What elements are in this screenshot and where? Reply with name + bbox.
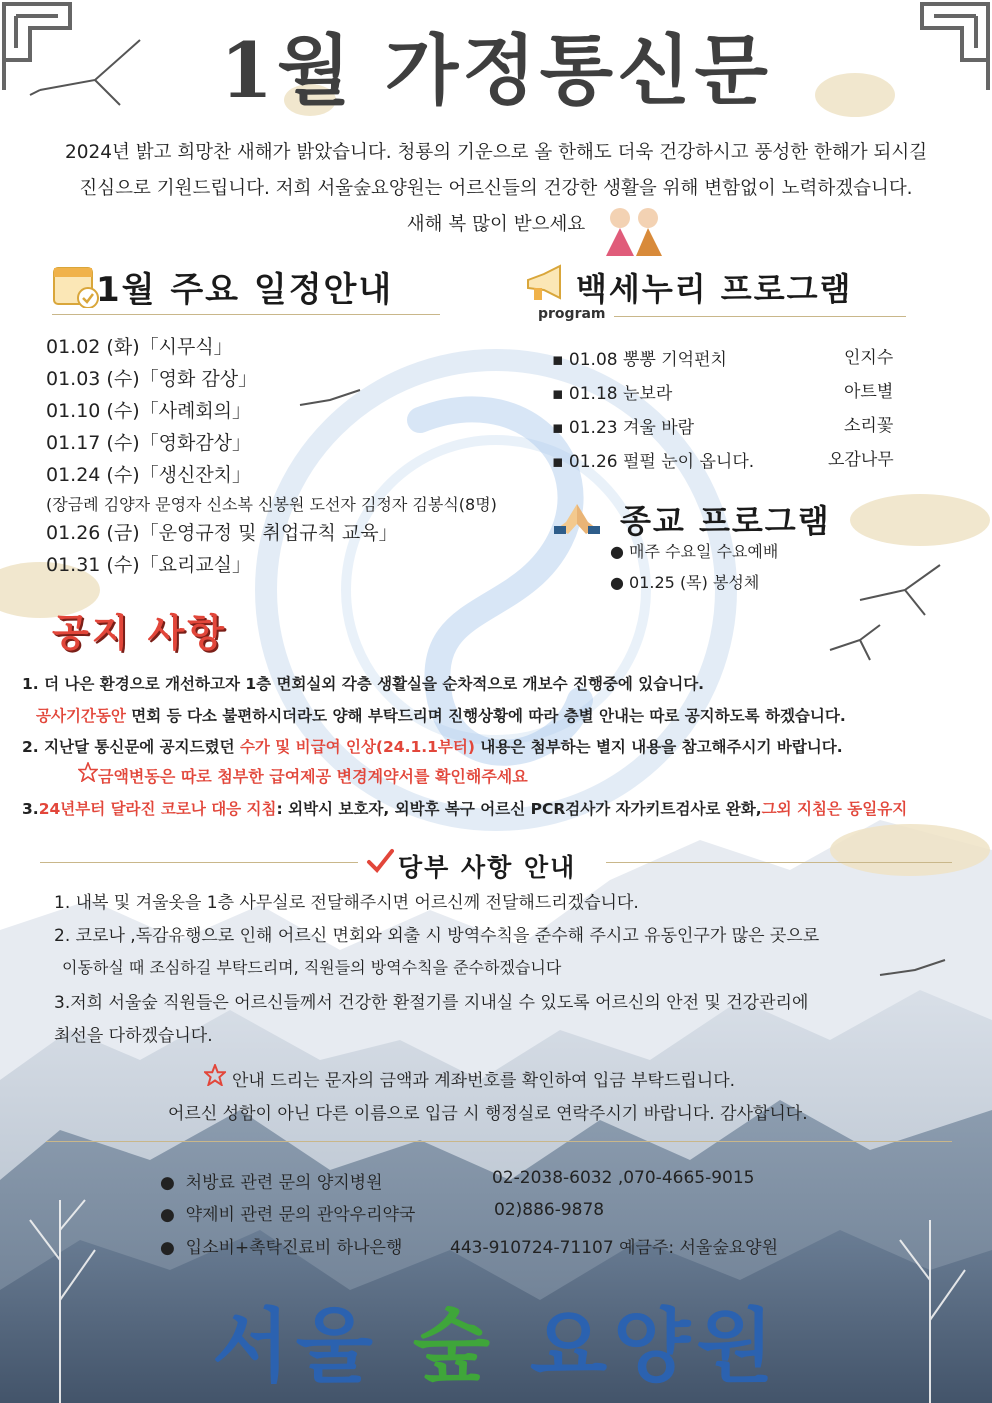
- request-line-7: 어르신 성함이 아닌 다른 이름으로 입금 시 행정실로 연락주시기 바랍니다. 감사합니다.: [168, 1104, 808, 1124]
- star-icon: [78, 762, 98, 786]
- contact-value: 02)886-9878: [494, 1200, 605, 1220]
- star-icon: [204, 1064, 226, 1090]
- program-title: 백세누리 프로그램: [576, 270, 853, 308]
- calendar-icon: [52, 262, 100, 312]
- request-divider-right: [606, 862, 952, 863]
- praying-hands-icon: [552, 502, 602, 540]
- program-subtitle: program: [538, 306, 606, 322]
- schedule-item: 01.24 (수)「생신잔치」: [46, 464, 252, 486]
- notice-title: 공지 사항: [52, 611, 228, 655]
- page-title: 1월 가정통신문: [220, 26, 772, 115]
- program-tag: 소리꽃: [844, 416, 894, 436]
- contact-value: 443-910724-71107 예금주: 서울숲요양원: [450, 1238, 779, 1258]
- notice-line-2: 공사기간동안 면회 등 다소 불편하시더라도 양해 부탁드리며 진행상황에 따라 층별 안내는 따로 공지하도록 하겠습니다.: [36, 707, 846, 725]
- request-line-6: 안내 드리는 문자의 금액과 계좌번호를 확인하여 입금 부탁드립니다.: [232, 1071, 736, 1091]
- notice-line-5: 3.24년부터 달라진 코로나 대응 지침: 외박시 보호자, 외박후 복구 어르신 PCR검사가 자가키트검사로 완화,그외 지침은 동일유지: [22, 800, 908, 818]
- request-line-4: 3.저희 서울숲 직원들은 어르신들께서 건강한 환절기를 지내실 수 있도록 어르신의 안전 및 건강관리에: [54, 993, 809, 1013]
- request-line-3: 이동하실 때 조심하길 부탁드리며, 직원들의 방역수칙을 준수하겠습니다: [62, 958, 562, 977]
- request-title: 당부 사항 안내: [398, 853, 577, 882]
- program-item: ▪ 01.08 뽕뽕 기억펀치: [552, 350, 727, 370]
- religion-item: ● 매주 수요일 수요예배: [610, 542, 779, 561]
- program-tag: 인지수: [844, 348, 894, 368]
- contact-value: 02-2038-6032 ,070-4665-9015: [492, 1168, 755, 1188]
- notice-line-1: 1. 더 나은 환경으로 개선하고자 1층 면회실외 각층 생활실을 순차적으로 개보수 진행중에 있습니다.: [22, 675, 705, 693]
- contact-label: ● 약제비 관련 문의 관악우리약국: [160, 1205, 416, 1225]
- checkmark-icon: [366, 848, 394, 878]
- request-line-5: 최선을 다하겠습니다.: [54, 1026, 213, 1046]
- footer-brand: 서울 숲 요양원: [212, 1299, 780, 1393]
- schedule-item: 01.26 (금)「운영규정 및 취업규칙 교육」: [46, 522, 398, 544]
- contact-label: ● 처방료 관련 문의 양지병원: [160, 1173, 383, 1193]
- request-line-2: 2. 코로나 ,독감유행으로 인해 어르신 면회와 외출 시 방역수칙을 준수해 주시고 유동인구가 많은 곳으로: [54, 926, 820, 946]
- schedule-item: 01.02 (화)「시무식」: [46, 336, 233, 358]
- contacts-divider: [46, 1141, 952, 1142]
- schedule-item: 01.31 (수)「요리교실」: [46, 554, 252, 576]
- program-item: ▪ 01.23 겨울 바람: [552, 418, 695, 438]
- contact-label: ● 입소비+촉탁진료비 하나은행: [160, 1238, 403, 1258]
- schedule-item: 01.10 (수)「사례회의」: [46, 400, 252, 422]
- religion-item: ● 01.25 (목) 봉성체: [610, 573, 760, 592]
- intro-line-1: 2024년 밝고 희망찬 새해가 밝았습니다. 청룡의 기운으로 올 한해도 더욱 건강하시고 풍성한 한해가 되시길: [64, 142, 928, 163]
- notice-line-3: 2. 지난달 통신문에 공지드렸던 수가 및 비급여 인상(24.1.1부터) 내용은 첨부하는 별지 내용을 참고해주시기 바랍니다.: [22, 738, 843, 756]
- birthday-names-note: (장금례 김양자 문영자 신소복 신봉원 도선자 김정자 김봉식(8명): [46, 495, 497, 514]
- schedule-divider: [52, 314, 440, 315]
- intro-line-2: 진심으로 기원드립니다. 저희 서울숲요양원는 어르신들의 건강한 생활을 위해 변함없이 노력하겠습니다.: [79, 178, 913, 199]
- program-item: ▪ 01.18 눈보라: [552, 384, 673, 404]
- megaphone-icon: [524, 264, 568, 308]
- schedule-item: 01.03 (수)「영화 감상」: [46, 368, 258, 390]
- request-line-1: 1. 내복 및 겨울옷을 1층 사무실로 전달해주시면 어르신께 전달해드리겠습니다.: [54, 893, 639, 913]
- program-item: ▪ 01.26 펄펄 눈이 옵니다.: [552, 452, 755, 472]
- children-hanbok-icon: [600, 204, 668, 256]
- program-divider: [614, 316, 906, 317]
- schedule-title: 1월 주요 일정안내: [96, 270, 394, 310]
- intro-line-3: 새해 복 많이 받으세요: [406, 214, 586, 235]
- program-tag: 아트별: [844, 382, 894, 402]
- schedule-item: 01.17 (수)「영화감상」: [46, 432, 252, 454]
- religion-title: 종교 프로그램: [620, 502, 831, 540]
- notice-line-4: 금액변동은 따로 첨부한 급여제공 변경계약서를 확인해주세요: [98, 767, 528, 786]
- request-divider-left: [40, 862, 358, 863]
- program-tag: 오감나무: [828, 450, 894, 470]
